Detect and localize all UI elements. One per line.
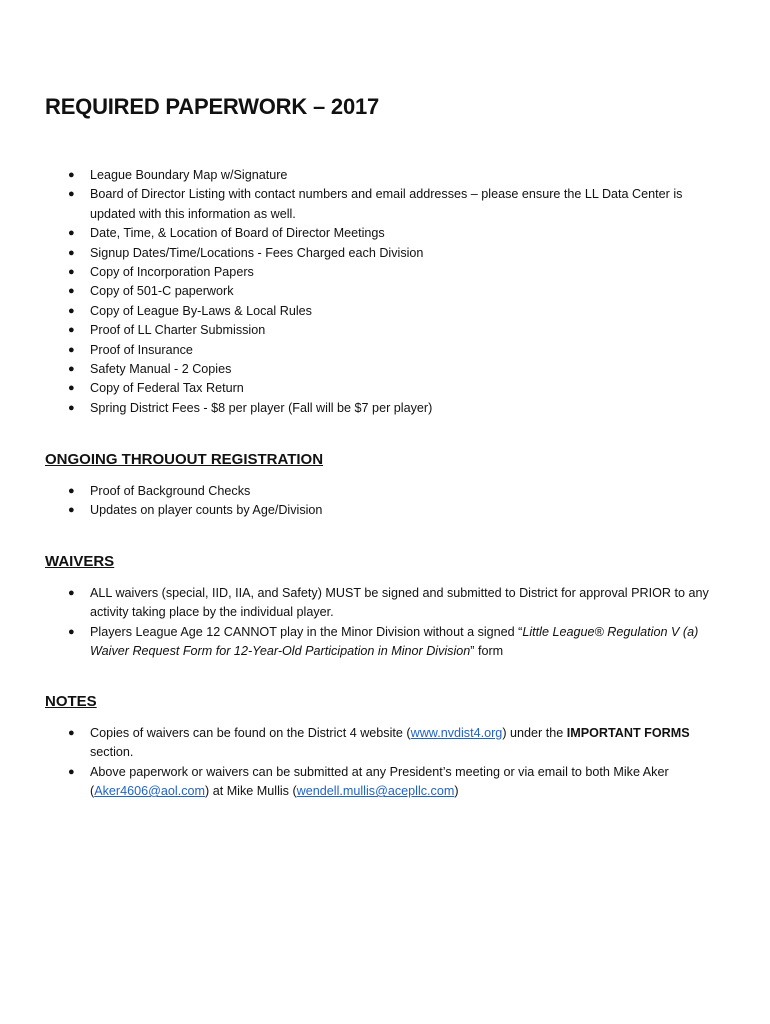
bullet-icon: ● [68, 266, 75, 279]
bullet-icon: ● [68, 227, 75, 240]
waivers-list [0, 584, 720, 662]
bullet-icon: ● [68, 727, 75, 739]
list-item: ● Date, Time, & Location of Board of Director Meetings [0, 224, 720, 243]
mike-mullis-email-link[interactable]: wendell.mullis@acepllc.com [296, 784, 455, 799]
waivers-heading: WAIVERS [45, 553, 115, 570]
bullet-icon: ● [68, 625, 75, 638]
list-item: ● Copy of 501-C paperwork [0, 282, 720, 301]
list-item: ● Above paperwork or waivers can be submitted at any President’s meeting or via email to both Mike Aker (Aker4606@aol.com) at Mike Mullis (wendell.mullis@acepllc.com) [68, 764, 669, 799]
bullet-icon: ● [68, 504, 75, 517]
notes-list [0, 724, 720, 802]
bullet-icon: ● [68, 169, 75, 181]
bullet-icon: ● [68, 587, 75, 599]
list-item: ● Proof of Insurance [0, 341, 720, 360]
bullet-icon: ● [68, 285, 75, 298]
bullet-icon: ● [68, 343, 75, 356]
ongoing-heading: ONGOING THROUOUT REGISTRATION [45, 451, 324, 468]
bullet-icon: ● [68, 765, 75, 778]
bullet-icon: ● [68, 401, 75, 414]
ongoing-list [0, 482, 720, 521]
bullet-icon: ● [68, 246, 75, 259]
bullet-icon: ● [68, 363, 75, 376]
district-website-link[interactable]: www.nvdist4.org [410, 726, 503, 740]
list-item: ● Copy of Federal Tax Return [0, 379, 720, 398]
notes-heading: NOTES [45, 693, 97, 710]
bullet-icon: ● [68, 382, 75, 395]
list-item: ● Copy of League By-Laws & Local Rules [0, 302, 720, 321]
list-item: ● Spring District Fees - $8 per player (Fall will be $7 per player) [0, 399, 720, 418]
list-item: ● Board of Director Listing with contact numbers and email addresses – please ensure the LL Data Center is updated with this information as well. [68, 187, 683, 221]
bullet-icon: ● [68, 304, 75, 317]
mike-aker-email-link[interactable]: Aker4606@aol.com [94, 784, 205, 799]
list-item: ● Copies of waivers can be found on the District 4 website (www.nvdist4.org) under the IMPORTANT FORMS section. [68, 726, 690, 760]
bullet-icon: ● [68, 324, 75, 337]
list-item: ● Updates on player counts by Age/Division [0, 501, 720, 520]
list-item: ● Proof of LL Charter Submission [0, 321, 720, 340]
bullet-icon: ● [68, 188, 75, 201]
list-item: ● Safety Manual - 2 Copies [0, 360, 720, 379]
required-paperwork-list [0, 166, 720, 418]
bullet-icon: ● [68, 485, 75, 497]
list-item: ● ALL waivers (special, IID, IIA, and Safety) MUST be signed and submitted to District for approval PRIOR to any activity taking place by the individual player. [68, 586, 709, 620]
list-item: ● League Boundary Map w/Signature [0, 166, 720, 185]
page-title: REQUIRED PAPERWORK – 2017 [45, 94, 380, 119]
list-item: ● Proof of Background Checks [0, 482, 720, 501]
list-item: ● Signup Dates/Time/Locations - Fees Charged each Division [0, 244, 720, 263]
list-item: ● Players League Age 12 CANNOT play in the Minor Division without a signed “Little League® Regulation V (a) Waiver Request Form for 12-Year-Old Participation in Minor Division” form [68, 624, 699, 659]
list-item: ● Copy of Incorporation Papers [0, 263, 720, 282]
